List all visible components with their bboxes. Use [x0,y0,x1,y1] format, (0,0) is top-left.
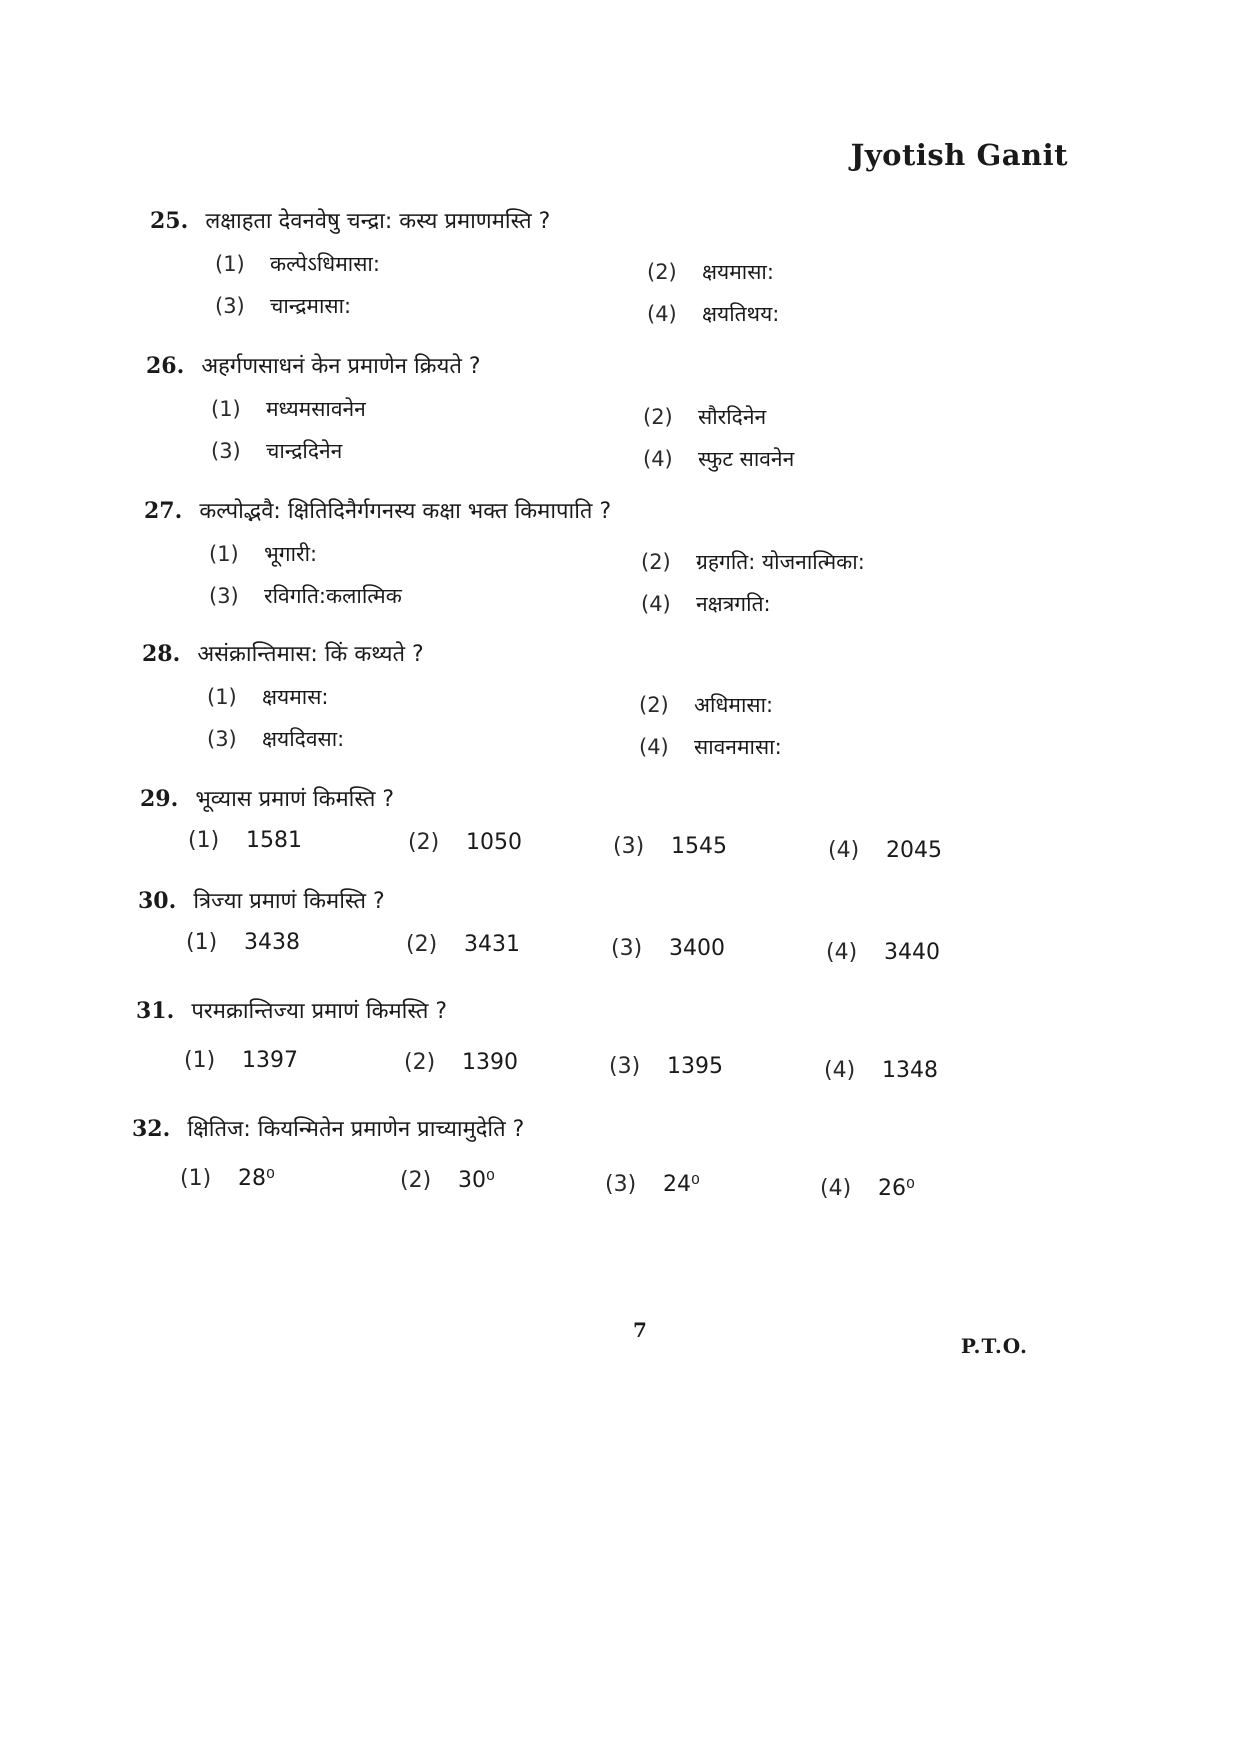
option-3: (3) 24⁰ [605,1172,700,1197]
option-1: (1) 28⁰ [180,1166,275,1191]
question-number: 27. [144,498,183,524]
option-2: (2) सौरदिनेन [643,405,767,429]
question-text: कल्पोद्भवै: क्षितिदिनैर्गगनस्य कक्षा भक्त किमापाति ? [199,499,612,524]
question-25 [150,205,1050,334]
page-number: 7 [633,1318,647,1342]
option-3: (3) 1395 [609,1054,723,1079]
option-4: (4) सावनमासा: [639,735,782,759]
question-text: परमक्रान्तिज्या प्रमाणं किमस्ति ? [191,999,448,1024]
option-2: (2) 30⁰ [400,1168,495,1193]
question-text: भूव्यास प्रमाणं किमस्ति ? [195,787,395,812]
question-text: क्षितिज: कियन्मितेन प्रमाणेन प्राच्यामुदेति ? [187,1117,525,1142]
option-3: (3) रविगति:कलात्मिक [209,584,402,608]
option-3: (3) 3400 [611,936,725,961]
option-1: (1) मध्यमसावनेन [211,397,366,421]
question-number: 29. [140,786,179,812]
options [188,828,1040,868]
question-27 [144,495,1044,624]
option-3: (3) चान्द्रदिनेन [211,439,343,463]
question-text: लक्षाहता देवनवेषु चन्द्रा: कस्य प्रमाणमस्ति ? [205,209,551,234]
option-4: (4) क्षयतिथय: [647,302,780,326]
options [180,1166,1032,1206]
question-text: असंक्रान्तिमास: किं कथ्यते ? [197,642,424,667]
options [215,250,1050,334]
option-1: (1) 1581 [188,828,302,853]
question-number: 28. [142,641,181,667]
options [184,1048,1036,1088]
question-number: 25. [150,208,189,234]
question-28 [142,638,1042,767]
question-number: 32. [132,1116,171,1142]
option-4: (4) स्फुट सावनेन [643,447,795,471]
options [207,683,1042,767]
option-3: (3) चान्द्रमासा: [215,294,352,318]
subject-title: Jyotish Ganit [850,138,1068,172]
option-3: (3) क्षयदिवसा: [207,727,345,751]
option-2: (2) अधिमासा: [639,693,774,717]
question-number: 26. [146,353,185,379]
option-2: (2) ग्रहगति: योजनात्मिका: [641,550,865,574]
option-4: (4) 2045 [828,838,942,863]
question-32 [132,1113,1032,1206]
option-1: (1) भूगारी: [209,542,318,566]
question-26 [146,350,1046,479]
option-1: (1) 3438 [186,930,300,955]
question-number: 31. [136,998,175,1024]
question-number: 30. [138,888,177,914]
question-30 [138,885,1038,970]
option-1: (1) क्षयमास: [207,685,329,709]
options [186,930,1038,970]
pto-label: P.T.O. [960,1334,1028,1358]
question-text: त्रिज्या प्रमाणं किमस्ति ? [193,889,385,914]
options [209,540,1044,624]
question-text: अहर्गणसाधनं केन प्रमाणेन क्रियते ? [201,354,481,379]
option-4: (4) 3440 [826,940,940,965]
option-3: (3) 1545 [613,834,727,859]
question-29 [140,783,1040,868]
option-4: (4) 1348 [824,1058,938,1083]
option-1: (1) 1397 [184,1048,298,1073]
option-2: (2) क्षयमासा: [647,260,774,284]
options [211,395,1046,479]
option-4: (4) नक्षत्रगति: [641,592,771,616]
option-2: (2) 1050 [408,830,522,855]
option-1: (1) कल्पेऽधिमासा: [215,252,380,276]
option-2: (2) 3431 [406,932,520,957]
question-31 [136,995,1036,1088]
option-2: (2) 1390 [404,1050,518,1075]
option-4: (4) 26⁰ [820,1176,915,1201]
